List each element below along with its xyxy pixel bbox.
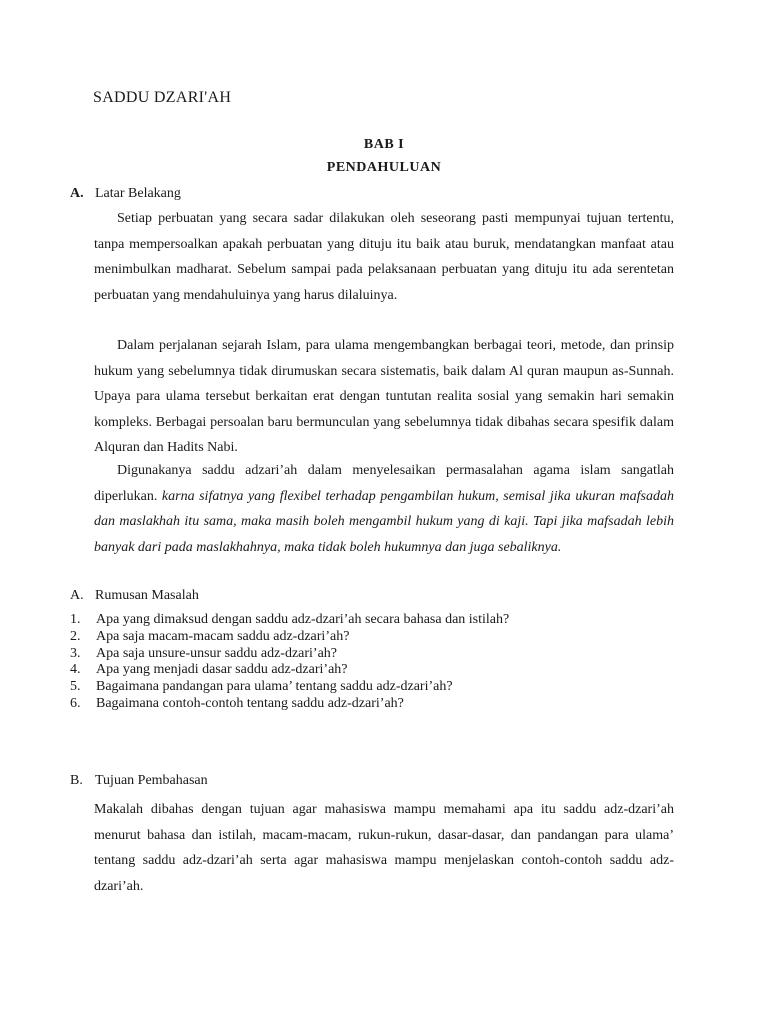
- section-b-heading: [70, 773, 208, 789]
- list-text: Bagaimana contoh-contoh tentang saddu adz-dzari’ah?: [96, 695, 404, 711]
- section-letter: A.: [70, 588, 84, 603]
- paragraph-normal-text: Digunakanya saddu adzari’ah dalam menyelesaikan permasalahan agama islam sangatlah diperlukan.: [94, 463, 674, 504]
- list-text: Apa saja unsure-unsur saddu adz-dzari’ah?: [96, 645, 338, 661]
- paragraph-latar-3: [94, 458, 674, 560]
- paragraph-italic-text: karna sifatnya yang flexibel terhadap pengambilan hukum, semisal jika ukuran mafsadah dan maslakhah itu sama, maka masih boleh mengambil hukum yang di kaji. Tapi jika mafsadah lebih banyak dari pada maslakhahnya, maka tidak boleh hukumnya dan juga sebaliknya.: [94, 488, 674, 555]
- list-item: [70, 662, 509, 679]
- section-heading-text: Latar Belakang: [95, 186, 181, 201]
- list-number: 4.: [70, 662, 81, 678]
- paragraph-latar-1: Setiap perbuatan yang secara sadar dilakukan oleh seseorang pasti mempunyai tujuan tertentu, tanpa mempersoalkan apakah perbuatan yang dituju itu baik atau buruk, mendatangkan manfaat atau menimbulkan madharat. Sebelum sampai pada pelaksanaan perbuatan yang dituju itu ada serentetan perbuatan yang mendahuluinya yang harus dilaluinya.: [94, 211, 674, 303]
- section-heading-text: Tujuan Pembahasan: [95, 773, 208, 788]
- paragraph-latar-2: Dalam perjalanan sejarah Islam, para ulama mengembangkan berbagai teori, metode, dan prinsip hukum yang sebelumnya tidak dirumuskan secara sistematis, baik dalam Al quran maupun as-Sunnah. Upaya para ulama tersebut berkaitan erat dengan tuntutan realita sosial yang semakin hari semakin kompleks. Berbagai persoalan baru bermunculan yang sebelumnya tidak dibahas secara spesifik dalam Alquran dan Hadits Nabi.: [94, 338, 674, 455]
- section-heading-text: Rumusan Masalah: [95, 588, 199, 603]
- list-text: Apa yang dimaksud dengan saddu adz-dzari’ah secara bahasa dan istilah?: [96, 612, 510, 627]
- paragraph-tujuan: Makalah dibahas dengan tujuan agar mahasiswa mampu memahami apa itu saddu adz-dzari’ah menurut bahasa dan istilah, macam-macam, rukun-rukun, dasar-dasar, dan pandangan para ulama’ tentang saddu adz-dzari’ah serta agar mahasiswa mampu menjelaskan contoh-contoh saddu adz-dzari’ah.: [94, 802, 674, 894]
- list-number: 5.: [70, 679, 81, 695]
- chapter-title: PENDAHULUAN: [326, 160, 442, 175]
- list-item: [70, 612, 509, 629]
- list-number: 2.: [70, 628, 81, 644]
- list-item: [70, 696, 509, 713]
- rumusan-heading: [70, 588, 199, 604]
- list-number: 1.: [70, 612, 81, 627]
- document-title: SADDU DZARI'AH: [93, 89, 232, 106]
- list-number: 6.: [70, 695, 81, 711]
- list-item: [70, 646, 509, 663]
- list-number: 3.: [70, 645, 81, 661]
- section-letter: A.: [70, 186, 84, 201]
- list-text: Apa saja macam-macam saddu adz-dzari’ah?: [96, 628, 350, 644]
- section-letter: B.: [70, 773, 83, 788]
- list-item: [70, 629, 509, 646]
- chapter-number: BAB I: [363, 137, 405, 152]
- list-item: [70, 679, 509, 696]
- question-list: [70, 612, 509, 713]
- section-a-heading: [70, 186, 181, 202]
- list-text: Apa yang menjadi dasar saddu adz-dzari’ah?: [96, 662, 348, 678]
- list-text: Bagaimana pandangan para ulama’ tentang saddu adz-dzari’ah?: [96, 679, 453, 695]
